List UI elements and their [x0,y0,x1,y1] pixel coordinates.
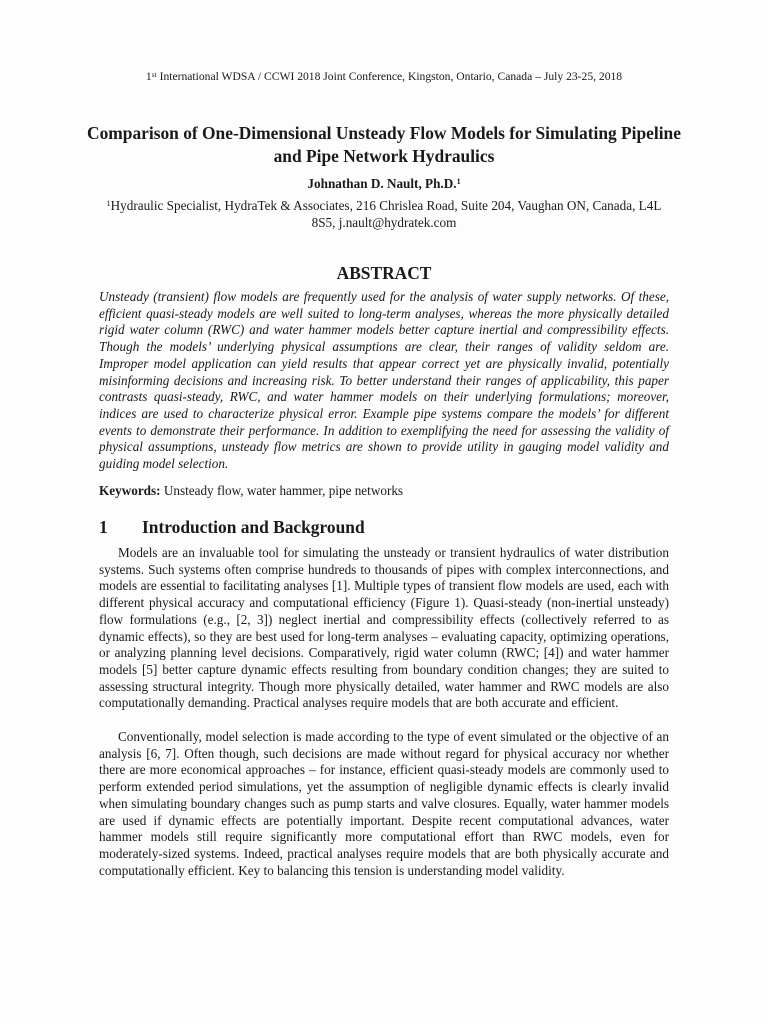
conference-ordinal: 1 [145,70,152,83]
section-number: 1 [99,517,108,537]
section-title: Introduction and Background [142,517,365,537]
author-name: Johnathan D. Nault, Ph.D. [307,176,457,191]
author-sup: 1 [456,177,461,186]
abstract-heading: ABSTRACT [336,263,432,283]
keywords-label: Keywords: [99,483,161,498]
paper-title: Comparison of One-Dimensional Unsteady Flow Models for Simulating Pipeline and Pipe Network Hydraulics [87,123,681,166]
conference-text: International WDSA / CCWI 2018 Joint Conference, Kingston, Ontario, Canada – July 23-25, 2018 [156,70,623,83]
conference-ordinal-suffix: st [151,70,157,79]
author-line [0,176,768,192]
keywords-line [99,482,669,499]
affiliation-sup: 1 [106,199,111,208]
body-paragraph: Conventionally, model selection is made according to the type of event simulated or the objective of an analysis [6, 7]. Often though, such decisions are made without regard for physical accuracy nor whether there are more economical approaches – for instance, efficient quasi-steady models are commonly used to perform extended period simulations, yet the assumption of negligible dynamic effects is clearly invalid when simulating boundary changes such as pump starts and valve closures. Equally, water hammer models are used if dynamic effects are potentially important. Despite recent computational advances, water hammer models still require significantly more computational effort than RWC models, even for moderately-sized systems. Indeed, practical analyses require models that are both physically accurate and computationally efficient. Key to balancing this tension is understanding model validity. [99,729,669,878]
conference-header [0,70,768,84]
affiliation [100,197,668,231]
affiliation-text: Hydraulic Specialist, HydraTek & Associates, 216 Chrislea Road, Suite 204, Vaughan ON, Canada, L4L 8S5, j.nault@hydratek.com [110,198,662,230]
abstract-text: Unsteady (transient) flow models are frequently used for the analysis of water supply networks. Of these, efficient quasi-steady models are well suited to long-term analyses, whereas the more physically detailed rigid water column (RWC) and water hammer models better capture inertial and compressibility effects. Though the models’ underlying physical assumptions are clear, their ranges of validity seldom are. Improper model application can yield results that appear correct yet are physically invalid, potentially misinforming decisions and increasing risk. To better understand their ranges of applicability, this paper contrasts quasi-steady, RWC, and water hammer models on their underlying formulations; moreover, indices are used to characterize physical error. Example pipe systems compare the models’ for different events to demonstrate their performance. In addition to exemplifying the need for assessing the validity of physical assumptions, unsteady flow metrics are shown to provide utility in gauging model validity and guiding model selection. [99,289,669,472]
body-paragraph: Models are an invaluable tool for simulating the unsteady or transient hydraulics of water distribution systems. Such systems often comprise hundreds to thousands of pipes with complex interconnections, and models are essential to facilitating analyses [1]. Multiple types of transient flow models are used, each with different physical accuracy and computational efficiency (Figure 1). Quasi-steady (non-inertial unsteady) flow formulations (e.g., [2, 3]) neglect inertial and compressibility effects (collectively referred to as dynamic effects), so they are best used for long-term analyses – evaluating capacity, optimizing operations, or analyzing planning level decisions. Comparatively, rigid water column (RWC; [4]) and water hammer models [5] better capture dynamic effects resulting from boundary condition changes; they are suited to assessing structural integrity. Though more physically detailed, water hammer and RWC models are also computationally demanding. Practical analyses require models that are both accurate and efficient. [99,545,669,711]
keywords-text: Unsteady flow, water hammer, pipe networks [160,483,404,498]
section-heading [99,516,669,538]
